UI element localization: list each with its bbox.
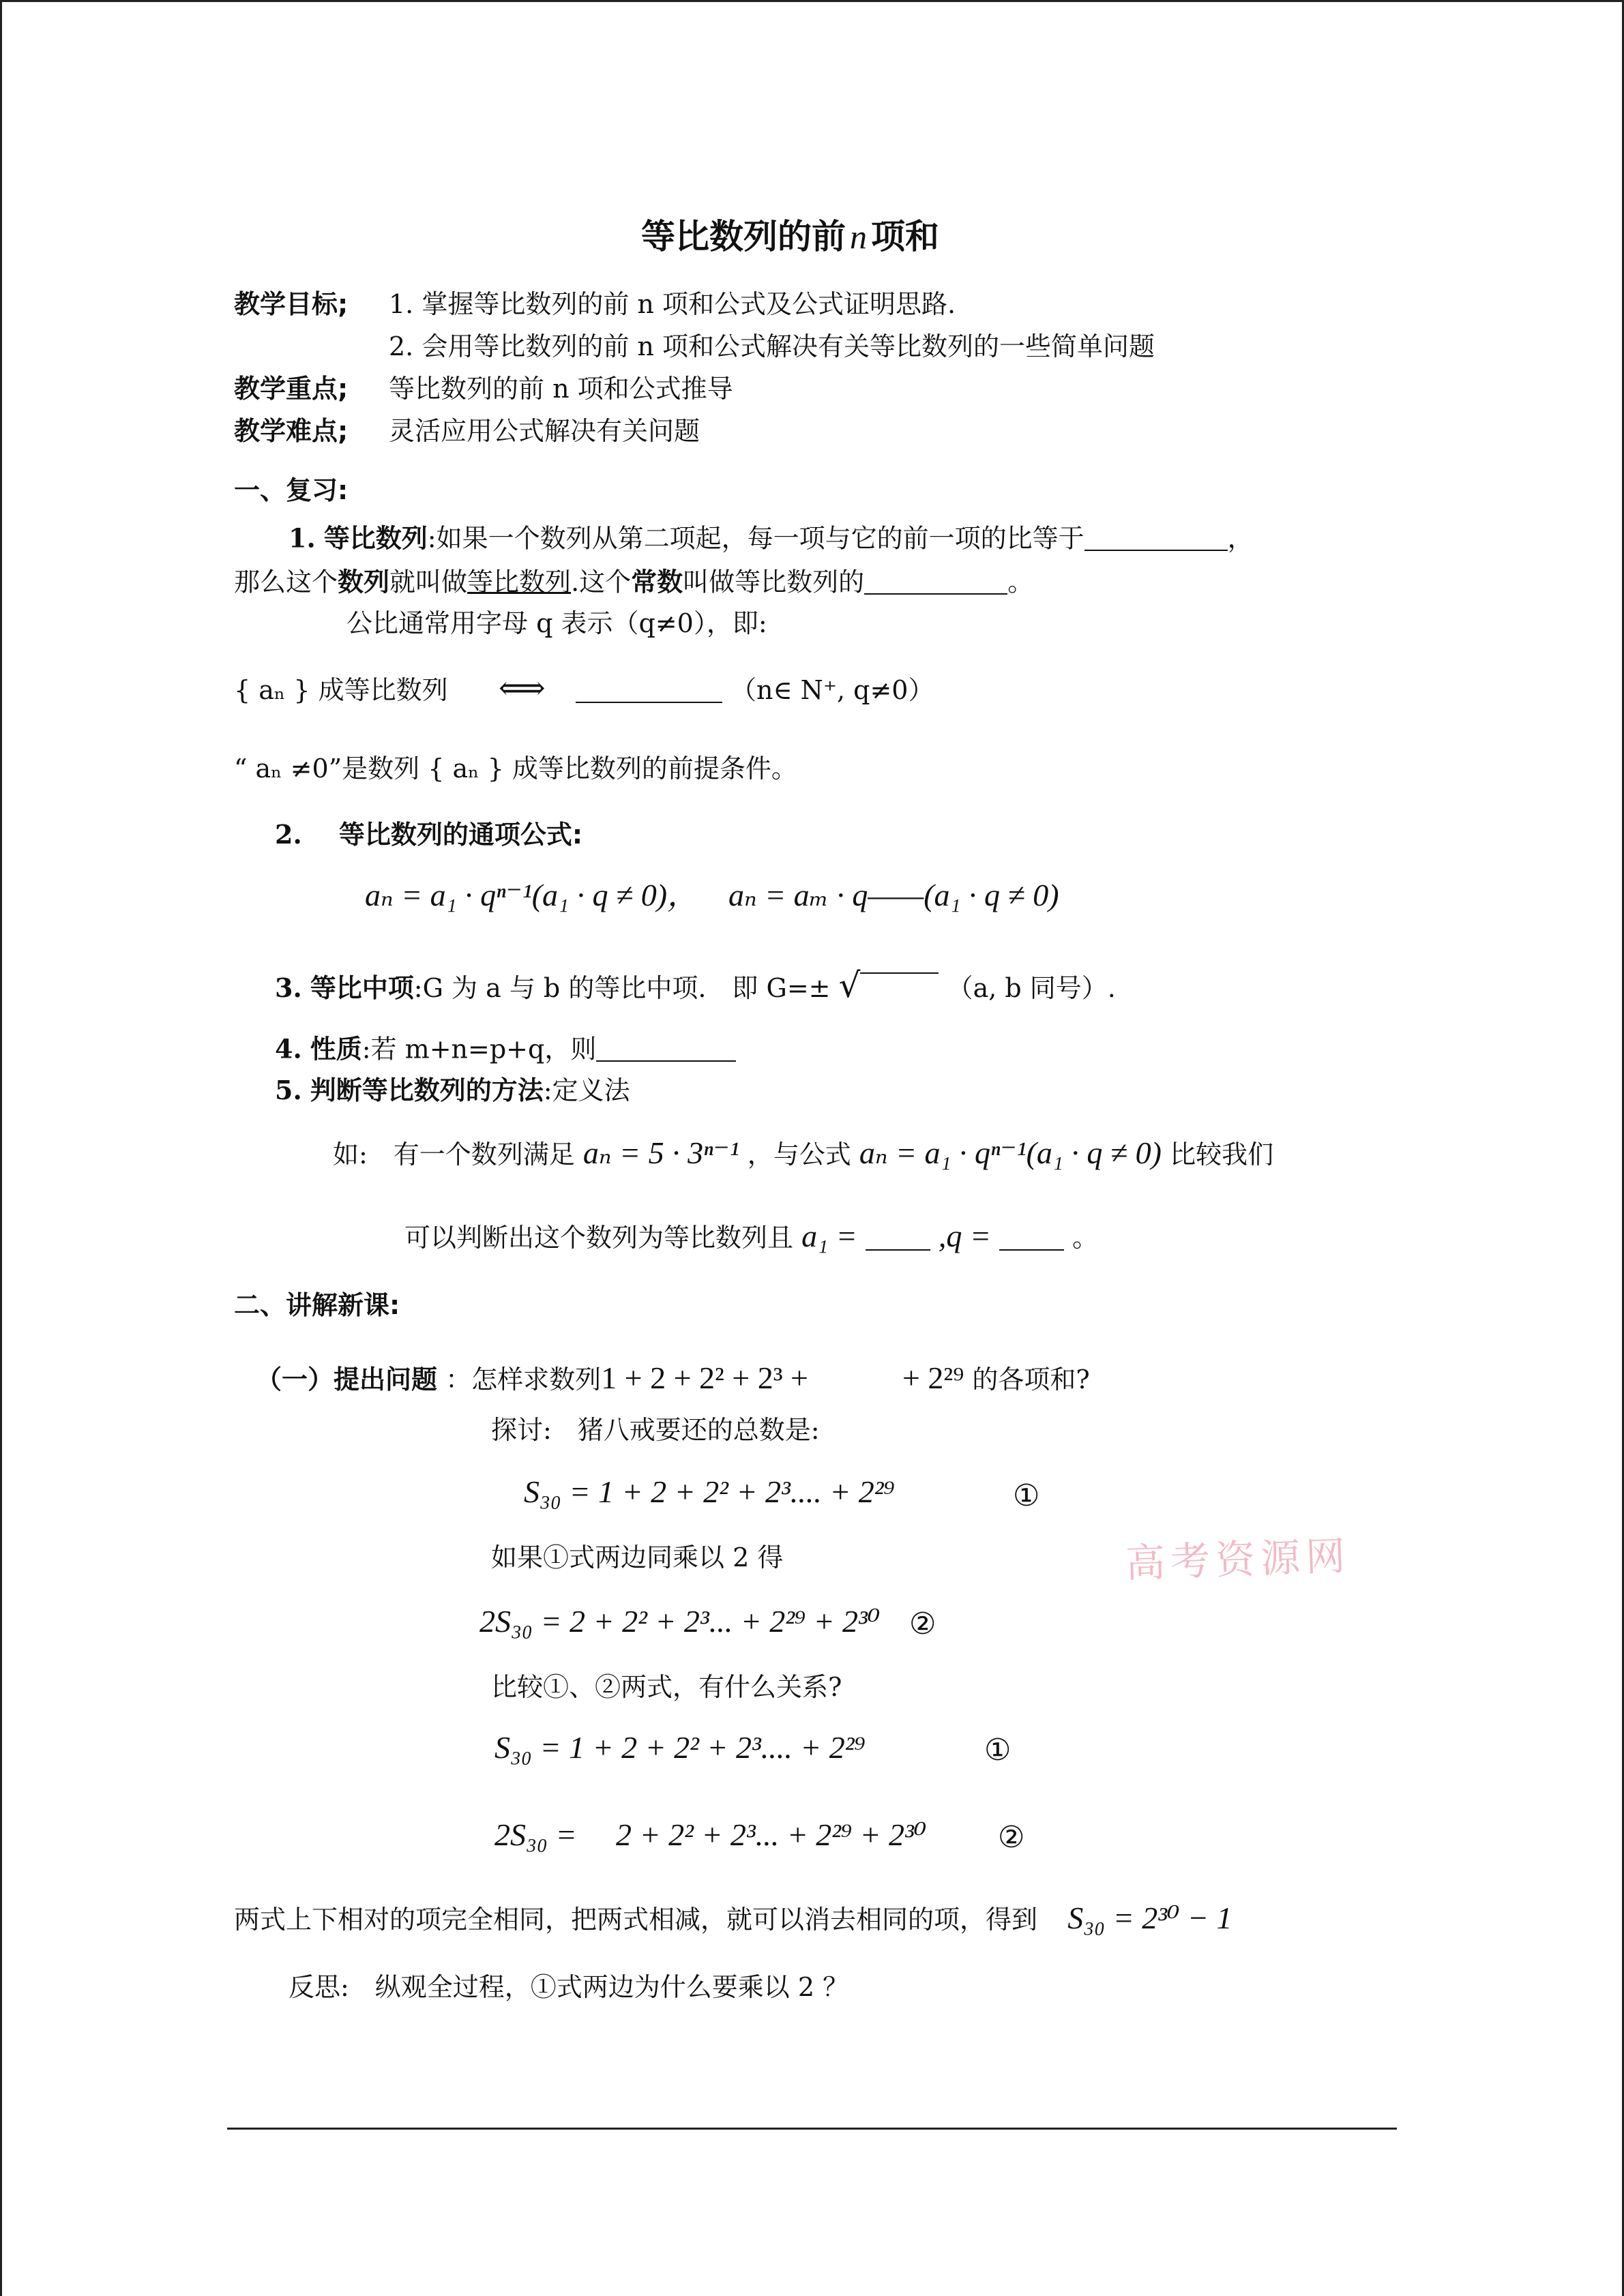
blank-property: [596, 1034, 736, 1062]
goals-label: 教学目标;: [234, 289, 349, 319]
condition-right: （n∈ N⁺, q≠0）: [730, 675, 934, 705]
explore-line: 探讨: 猪八戒要还的总数是:: [491, 1415, 820, 1445]
equation-1: S₃₀ = 1 + 2 + 2² + 2³.... + 2²⁹: [524, 1474, 895, 1509]
example-2-prefix: 可以判断出这个数列为等比数列且: [404, 1223, 794, 1253]
review-item-3-number: 3.: [275, 972, 302, 1003]
review-item-2-number: 2.: [275, 819, 302, 850]
review-item-5-label: 判断等比数列的方法: [310, 1075, 544, 1105]
review-item-3-label: 等比中项: [310, 973, 414, 1003]
equivalence-arrow: ⟺: [498, 669, 546, 707]
equation-2-repeat-marker: ②: [998, 1820, 1025, 1855]
review-item-4-text: :若 m+n=p+q，则: [361, 1034, 597, 1064]
title-n: n: [850, 218, 867, 256]
review-item-5: [275, 1077, 630, 1103]
example-line: [333, 1137, 1273, 1169]
review-item-4-number: 4.: [275, 1033, 302, 1064]
question-series: 1 + 2 + 2² + 2³ + + 2²⁹: [601, 1360, 964, 1395]
example-line-2: [404, 1221, 1098, 1252]
bold-sequence: 数列: [338, 567, 390, 597]
review-item-2-label: 等比数列的通项公式:: [338, 820, 583, 850]
blank-common-ratio: [864, 567, 1007, 595]
review-item-5-text: :定义法: [543, 1075, 630, 1105]
condition-line: [234, 669, 934, 707]
square-root-blank: √: [839, 968, 939, 1002]
review-item-1-text: :如果一个数列从第二项起，每一项与它的前一项的比等于: [427, 523, 1084, 554]
example-2-q: ,q =: [938, 1219, 991, 1253]
bold-constant: 常数: [631, 567, 683, 597]
ratio-line: 公比通常用字母 q 表示（q≠0），即:: [346, 608, 767, 638]
focus-label: 教学重点;: [234, 374, 349, 404]
equation-1-repeat-marker: ①: [984, 1733, 1012, 1768]
multiply-line: 如果①式两边同乘以 2 得: [491, 1542, 784, 1572]
example-prefix: 如: 有一个数列满足: [333, 1139, 575, 1169]
difficulty-text: 灵活应用公式解决有关问题: [389, 416, 700, 446]
goals-item-1: 1. 掌握等比数列的前 n 项和公式及公式证明思路.: [389, 289, 956, 319]
review-item-3-end: （a, b 同号）.: [947, 973, 1116, 1003]
question-line: [256, 1362, 1090, 1394]
text-seg: .这个: [571, 567, 632, 597]
page-border-top: [0, 0, 1624, 2]
page-border-left: [0, 0, 2, 2296]
equation-1-repeat: S₃₀ = 1 + 2 + 2² + 2³.... + 2²⁹: [494, 1730, 866, 1765]
goals-item-2: 2. 会用等比数列的前 n 项和公式解决有关等比数列的一些简单问题: [389, 331, 1155, 361]
formula-mth-term: aₙ = aₘ · q——(a₁ · q ≠ 0): [728, 878, 1059, 912]
review-item-4: [275, 1034, 736, 1062]
reflect-line: 反思: 纵观全过程，①式两边为什么要乘以 2 ？: [289, 1972, 849, 2002]
equation-2: 2S₃₀ = 2 + 2² + 2³... + 2²⁹ + 2³⁰: [479, 1604, 881, 1639]
text-seg: 叫做等比数列的: [683, 567, 865, 597]
blank-q: [999, 1223, 1064, 1251]
review-item-2: [275, 819, 583, 850]
review-item-5-number: 5.: [275, 1075, 302, 1105]
example-2-a1: a₁ =: [801, 1219, 857, 1253]
example-mid: ，与公式: [747, 1139, 851, 1169]
review-item-1-number: 1.: [289, 522, 316, 554]
review-item-3: [275, 966, 1116, 1005]
equation-2-marker: ②: [909, 1607, 936, 1641]
blank-ratio: [1084, 524, 1228, 551]
equation-1-marker: ①: [1013, 1478, 1040, 1513]
example-formula: aₙ = 5 · 3ⁿ⁻¹: [582, 1135, 739, 1170]
lecture-heading: 二、讲解新课:: [234, 1290, 400, 1320]
text-seg: 。: [1007, 567, 1034, 597]
text-seg: 就叫做: [389, 567, 468, 597]
blank-a1: [866, 1223, 930, 1251]
review-heading: 一、复习:: [234, 475, 349, 505]
example-end: 比较我们: [1170, 1139, 1274, 1169]
page-title: [641, 217, 939, 256]
example-formula-2: aₙ = a₁ · qⁿ⁻¹(a₁ · q ≠ 0): [859, 1135, 1162, 1170]
condition-left: { aₙ } 成等比数列: [234, 675, 448, 705]
blank-definition: [576, 676, 722, 703]
question-label: （一）提出问题: [256, 1365, 438, 1395]
underlined-term: 等比数列: [467, 567, 572, 597]
compare-line: 比较①、②两式，有什么关系?: [491, 1672, 842, 1702]
equation-2-repeat: 2S₃₀ = 2 + 2² + 2³... + 2²⁹ + 2³⁰: [494, 1817, 927, 1852]
review-item-1-label: 等比数列: [323, 523, 428, 554]
premise-line: “ aₙ ≠0”是数列 { aₙ } 成等比数列的前提条件。: [234, 754, 797, 784]
text-seg: 那么这个: [234, 567, 338, 597]
review-item-1-end: ，: [1227, 523, 1254, 554]
title-suffix: 项和: [871, 217, 939, 256]
conclusion-text: 两式上下相对的项完全相同，把两式相减，就可以消去相同的项，得到: [234, 1905, 1038, 1935]
question-end: 的各项和?: [972, 1365, 1090, 1395]
conclusion-line: [234, 1900, 1232, 1935]
focus-text: 等比数列的前 n 项和公式推导: [389, 374, 733, 404]
question-text: ：怎样求数列: [445, 1365, 602, 1395]
formula-general-term: aₙ = a₁ · qⁿ⁻¹(a₁ · q ≠ 0)，: [365, 878, 699, 912]
review-item-1-continued: [234, 567, 1033, 595]
conclusion-result: S₃₀ = 2³⁰ − 1: [1067, 1900, 1232, 1935]
review-item-1: [289, 522, 1254, 554]
title-prefix: 等比数列的前: [641, 217, 846, 256]
review-item-3-text: :G 为 a 与 b 的等比中项. 即 G=±: [413, 973, 831, 1003]
review-item-4-label: 性质: [310, 1034, 362, 1064]
watermark: 高考资源网: [1125, 1532, 1352, 1587]
example-2-end: 。: [1072, 1223, 1099, 1253]
difficulty-label: 教学难点;: [234, 416, 349, 446]
footer-rule: [227, 2128, 1397, 2130]
